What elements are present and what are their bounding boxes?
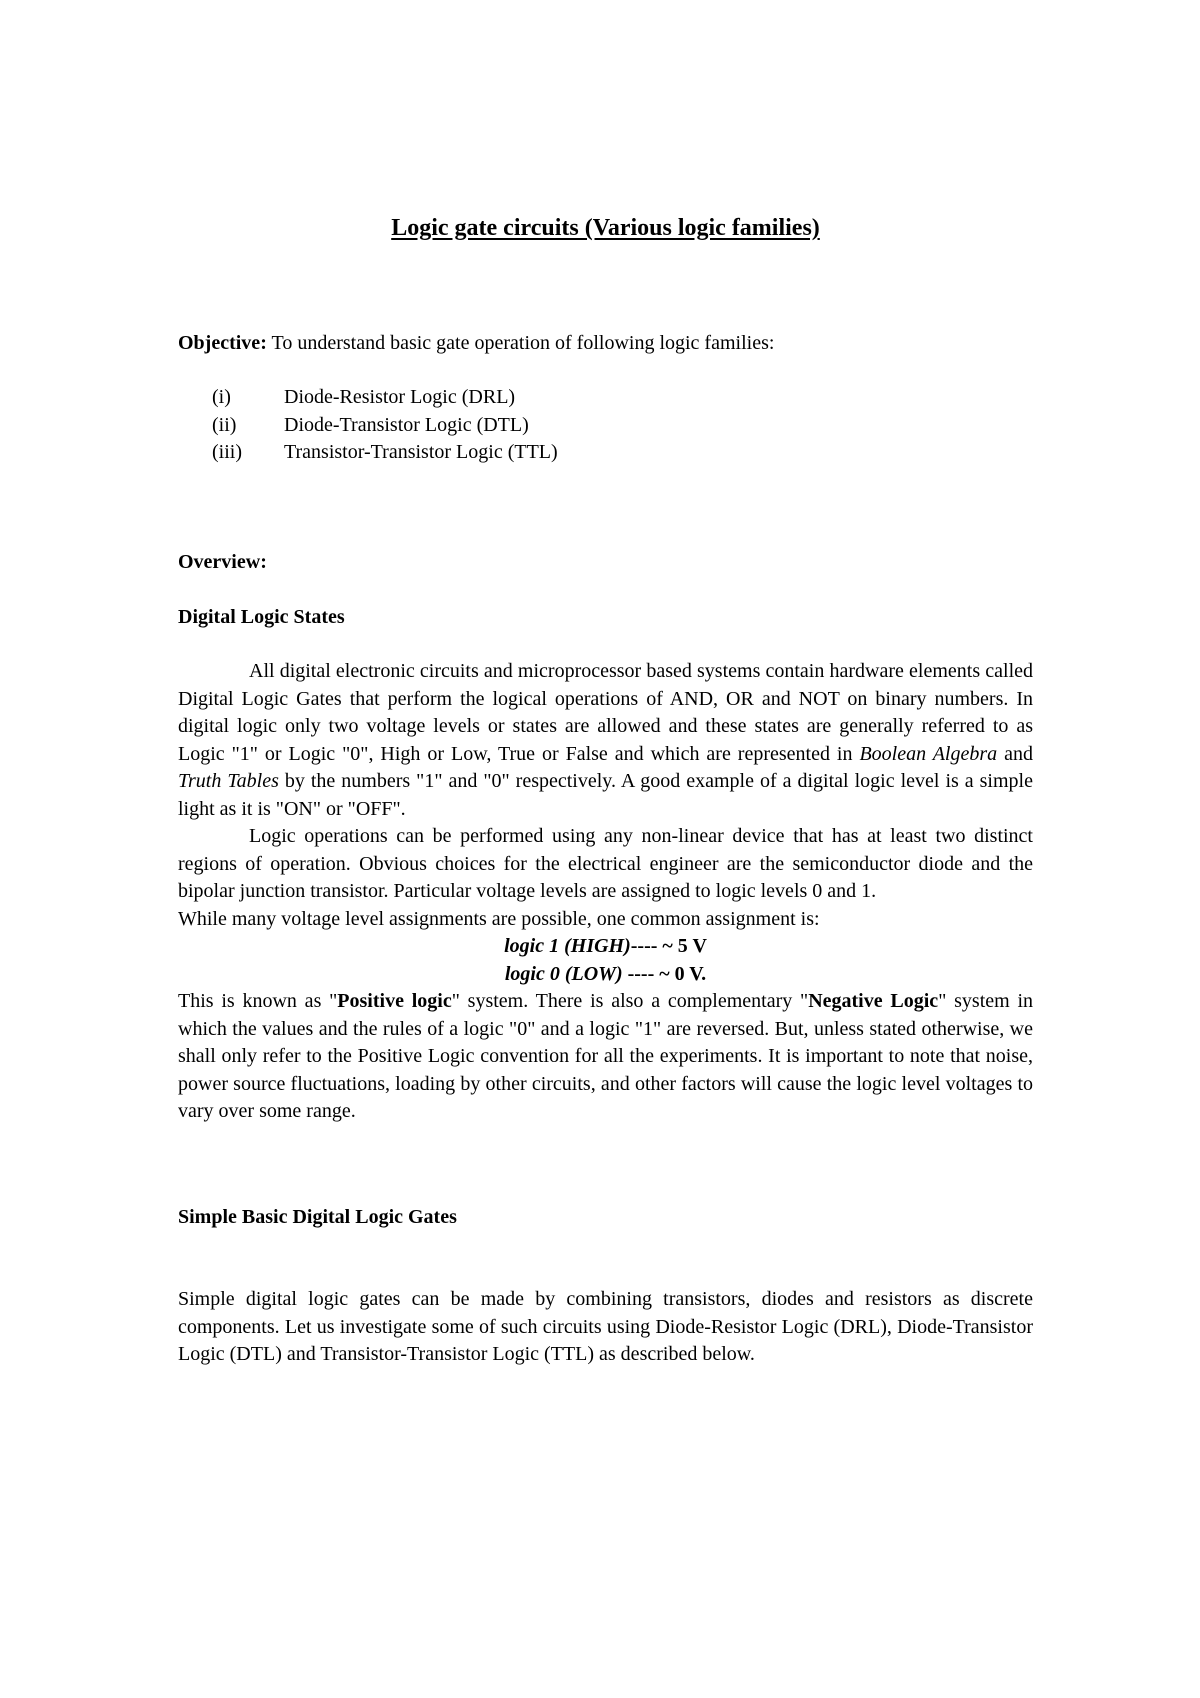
logic-low-assignment [178, 961, 1033, 989]
section-heading-digital-logic-states: Digital Logic States [178, 606, 345, 628]
bold-text: Positive logic [337, 990, 452, 1012]
list-item-label: Diode-Resistor Logic (DRL) [284, 386, 516, 408]
list-item-number: (i) [212, 386, 231, 408]
page-title: Logic gate circuits (Various logic families) [391, 215, 820, 241]
text-run: and [997, 742, 1033, 765]
logic-value: ---- ~ 0 V. [622, 962, 707, 985]
list-item-number: (iii) [212, 441, 242, 463]
list-item [212, 439, 558, 467]
paragraph: Logic operations can be performed using any non-linear device that has at least two distinct regions of operation. Obvious choices for the electrical engineer are the semiconductor diode and the bipolar junction transistor. Particular voltage levels are assigned to logic levels 0 and 1. [178, 825, 1033, 902]
logic-family-list [212, 384, 558, 467]
emphasis-text: Truth Tables [178, 770, 279, 792]
paragraph [178, 988, 1033, 1126]
list-item [212, 384, 558, 412]
paragraph [178, 658, 1033, 823]
paragraph: While many voltage level assignments are possible, one common assignment is: [178, 907, 820, 930]
list-item-label: Diode-Transistor Logic (DTL) [284, 413, 529, 436]
logic-term: logic 0 (LOW) [504, 962, 623, 985]
bold-text: Negative Logic [808, 990, 939, 1012]
objective-text: To understand basic gate operation of following logic families: [266, 332, 775, 354]
text-run: All digital electronic circuits and microprocessor based systems contain hardware elements called Digital Logic Gates that perform the logical operations of AND, OR and NOT on binary numbers. In digital logic only two voltage levels or states are allowed and these states are generally referred to as Logic "1" or Logic "0", High or Low, True or False and which are represented in [178, 660, 1033, 765]
logic-term: logic 1 (HIGH) [504, 935, 631, 957]
section-heading-basic-gates: Simple Basic Digital Logic Gates [178, 1206, 457, 1228]
objective-label: Objective: [178, 332, 267, 354]
logic-high-assignment [178, 933, 1033, 961]
text-run: " system. There is also a complementary " [451, 990, 809, 1012]
objective-paragraph [178, 330, 1033, 358]
logic-value: ---- ~ 5 V [630, 935, 707, 957]
list-item [212, 412, 558, 440]
list-item-label: Transistor-Transistor Logic (TTL) [284, 441, 558, 463]
emphasis-text: Boolean Algebra [859, 742, 998, 765]
list-item-number: (ii) [212, 413, 237, 436]
text-run: This is known as " [178, 990, 338, 1012]
text-run: by the numbers "1" and "0" respectively. A good example of a digital logic level is a simple light as it is "ON" or "OFF". [178, 770, 1033, 820]
section-body-digital-logic-states [178, 658, 1033, 1126]
section-body-basic-gates: Simple digital logic gates can be made by combining transistors, diodes and resistors as discrete components. Let us investigate some of such circuits using Diode-Resistor Logic (DRL), Diode-Transistor Logic (DTL) and Transistor-Transistor Logic (TTL) as described below. [178, 1288, 1033, 1365]
text-run: " system in which the values and the rules of a logic "0" and a logic "1" are reversed. But, unless stated otherwise, we shall only refer to the Positive Logic convention for all the experiments. It is important to note that noise, power source fluctuations, loading by other circuits, and other factors will cause the logic level voltages to vary over some range. [178, 990, 1034, 1122]
overview-heading: Overview: [178, 551, 267, 573]
